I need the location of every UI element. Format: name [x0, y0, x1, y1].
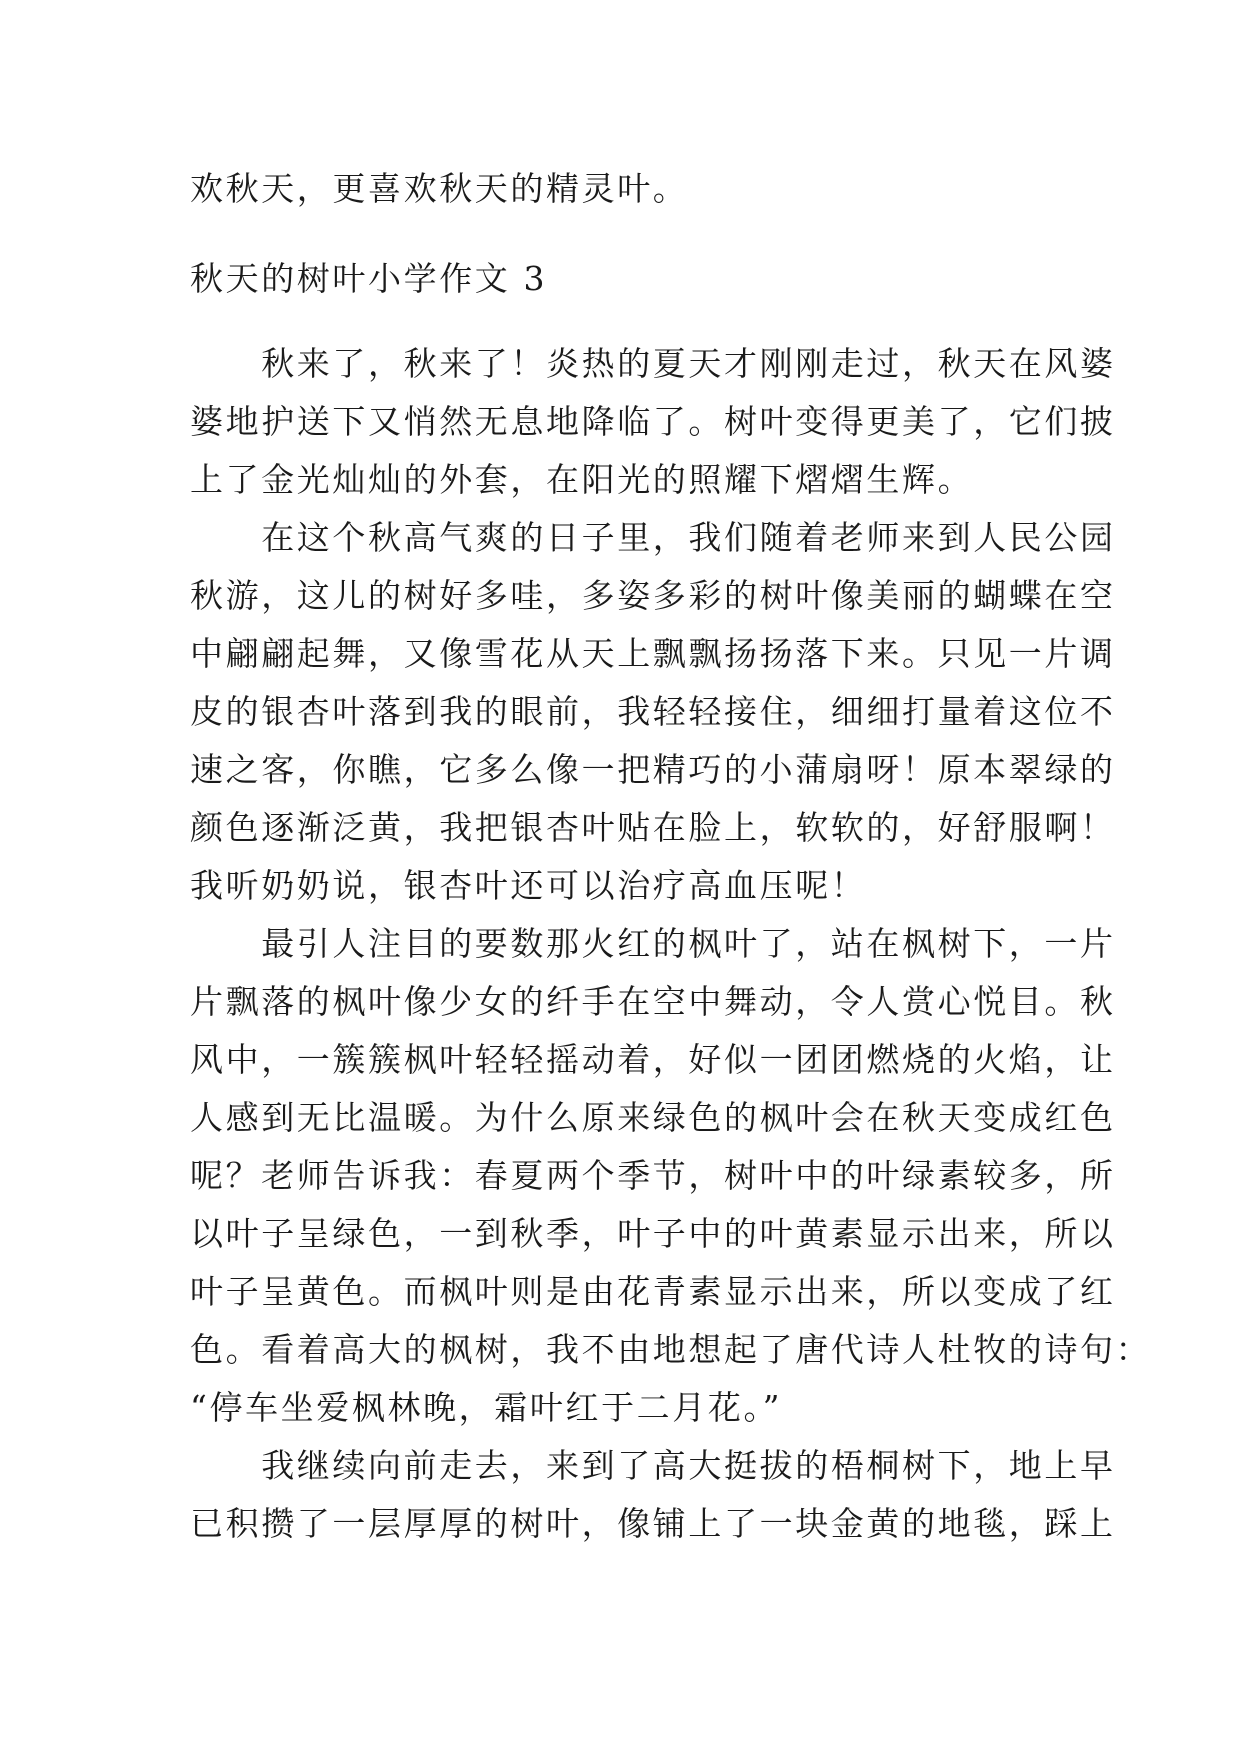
- paragraph-4: [190, 1437, 1116, 1553]
- paragraph-3: [190, 915, 1152, 1437]
- text-line: 在这个秋高气爽的日子里，我们随着老师来到人民公园: [190, 518, 1116, 557]
- text-line: 婆地护送下又悄然无息地降临了。树叶变得更美了，它们披: [190, 402, 1116, 441]
- text-line: 欢秋天，更喜欢秋天的精灵叶。: [190, 169, 689, 208]
- text-line: “停车坐爱枫林晚，霜叶红于二月花。”: [190, 1388, 783, 1427]
- text-line: 已积攒了一层厚厚的树叶，像铺上了一块金黄的地毯，踩上: [190, 1504, 1116, 1543]
- text-line: 风中，一簇簇枫叶轻轻摇动着，好似一团团燃烧的火焰，让: [190, 1040, 1116, 1079]
- text-line: 最引人注目的要数那火红的枫叶了，站在枫树下，一片: [190, 924, 1116, 963]
- text-line: 呢？老师告诉我：春夏两个季节，树叶中的叶绿素较多，所: [190, 1156, 1116, 1195]
- text-line: 以叶子呈绿色，一到秋季，叶子中的叶黄素显示出来，所以: [190, 1214, 1116, 1253]
- section-title: [190, 250, 1060, 308]
- text-line: 秋游，这儿的树好多哇，多姿多彩的树叶像美丽的蝴蝶在空: [190, 576, 1116, 615]
- opening-fragment: [190, 160, 1060, 218]
- text-line: 片飘落的枫叶像少女的纤手在空中舞动，令人赏心悦目。秋: [190, 982, 1116, 1021]
- text-line: 我继续向前走去，来到了高大挺拔的梧桐树下，地上早: [190, 1446, 1116, 1485]
- text-line: 中翩翩起舞，又像雪花从天上飘飘扬扬落下来。只见一片调: [190, 634, 1116, 673]
- text-line: 人感到无比温暖。为什么原来绿色的枫叶会在秋天变成红色: [190, 1098, 1116, 1137]
- text-line: 速之客，你瞧，它多么像一把精巧的小蒲扇呀！原本翠绿的: [190, 750, 1116, 789]
- paragraph-2: [190, 509, 1116, 915]
- text-line: 颜色逐渐泛黄，我把银杏叶贴在脸上，软软的，好舒服啊！: [190, 808, 1116, 847]
- text-line: 皮的银杏叶落到我的眼前，我轻轻接住，细细打量着这位不: [190, 692, 1116, 731]
- text-line: 我听奶奶说，银杏叶还可以治疗高血压呢！: [190, 866, 867, 905]
- text-line: 秋来了，秋来了！炎热的夏天才刚刚走过，秋天在风婆: [190, 344, 1116, 383]
- text-line: 色。看着高大的枫树，我不由地想起了唐代诗人杜牧的诗句：: [190, 1330, 1152, 1369]
- essay-body: [190, 335, 1152, 1553]
- text-line: 叶子呈黄色。而枫叶则是由花青素显示出来，所以变成了红: [190, 1272, 1116, 1311]
- paragraph-1: [190, 335, 1116, 509]
- text-line: 上了金光灿灿的外套，在阳光的照耀下熠熠生辉。: [190, 460, 974, 499]
- section-title-text: 秋天的树叶小学作文 3: [190, 259, 548, 298]
